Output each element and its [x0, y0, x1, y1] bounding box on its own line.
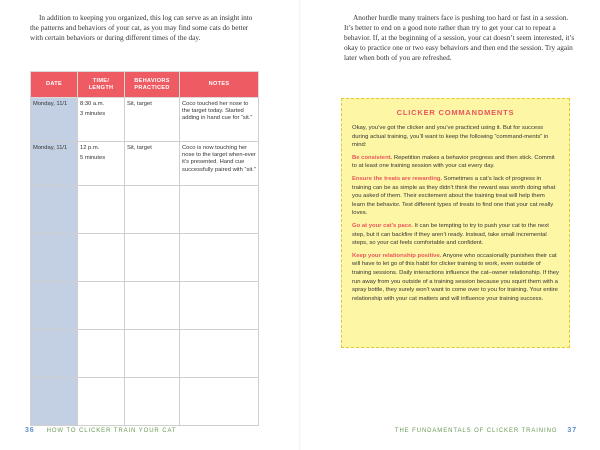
- commandment-text: It can be tempting to try to push your cat to the next step, but it can backfire if they aren’t ready. Instead, take small incremental steps, so your cat feels comfortable and confident.: [352, 222, 549, 247]
- blank-cell: [180, 234, 259, 282]
- length-value: 3 minutes: [80, 111, 106, 118]
- blank-date-cell: [31, 330, 78, 378]
- header-notes: NOTES: [180, 72, 259, 98]
- commandment-item: [352, 252, 559, 304]
- commandment-heading: Keep your relationship positive.: [352, 252, 442, 259]
- right-intro-paragraph: Another hurdle many trainers face is pushing too hard or fast in a session. It’s better to end on a good note rather than try to get your cat to repeat a behavior. If, at the beginning of a session, your cat doesn’t seem interested, it’s okay to practice one or two easy behaviors and then end the session. Try again later when both of you are refreshed.: [344, 13, 575, 62]
- blank-row: [31, 186, 259, 234]
- commandment-item: [352, 175, 559, 218]
- blank-cell: [125, 378, 180, 426]
- blank-cell: [180, 378, 259, 426]
- table-row: [31, 98, 259, 142]
- blank-date-cell: [31, 234, 78, 282]
- cell-behaviors: Sit, target: [125, 98, 180, 142]
- commandment-item: [352, 154, 559, 171]
- blank-cell: [125, 186, 180, 234]
- blank-row: [31, 330, 259, 378]
- running-title: HOW TO CLICKER TRAIN YOUR CAT: [46, 428, 177, 434]
- blank-cell: [78, 282, 125, 330]
- commandment-item: [352, 222, 559, 248]
- commandment-heading: Go at your cat’s pace.: [352, 222, 413, 229]
- time-value: 8:30 a.m.: [80, 101, 105, 107]
- header-date: DATE: [31, 72, 78, 98]
- table-header-row: [31, 72, 259, 98]
- commandment-heading: Be consistent.: [352, 154, 393, 161]
- blank-cell: [125, 330, 180, 378]
- blank-date-cell: [31, 378, 78, 426]
- blank-cell: [78, 330, 125, 378]
- left-footer: [25, 427, 177, 434]
- blank-row: [31, 378, 259, 426]
- commandment-text: Repetition makes a behavior progress and then stick. Commit to at least one training session with your cat every day.: [352, 154, 555, 170]
- blank-cell: [125, 282, 180, 330]
- cell-time: [78, 142, 125, 186]
- commandment-text: Anyone who occasionally punishes their cat will have to let go of this habit for clicker training to work, even outside of training sessions. Daily interactions influence the cat–owner relationship. If they run away from you outside of a training session because you squirt them with a spray bottle, they surely won’t want to come over to you for training. Your entire relationship with your cat matters and will influence your training success.: [352, 252, 559, 302]
- header-behaviors: BEHAVIORS PRACTICED: [125, 72, 180, 98]
- clicker-commandments-box: [341, 98, 570, 348]
- page-number: 37: [567, 427, 577, 434]
- commandment-text: Sometimes a cat’s lack of progress in training can be as simple as they didn’t think the reward was worth doing what you asked of them. Their excitement about the training treat will help them learn the behavior. Test different types of treats to find one that your cat really loves.: [352, 175, 556, 217]
- commandment-heading: Ensure the treats are rewarding.: [352, 175, 443, 182]
- cell-behaviors: Sit, target: [125, 142, 180, 186]
- cell-date: Monday, 11/1: [31, 142, 78, 186]
- cell-notes: Coco is now touching her nose to the target when-ever it’s presented. Hand cue successfully paired with “sit.”: [180, 142, 259, 186]
- left-intro-paragraph: In addition to keeping you organized, this log can serve as an insight into the patterns and behaviors of your cat, as you may find some cats do better with certain behaviors or during different times of the day.: [30, 13, 253, 42]
- blank-cell: [78, 234, 125, 282]
- blank-cell: [180, 282, 259, 330]
- length-value: 5 minutes: [80, 155, 106, 162]
- blank-cell: [180, 330, 259, 378]
- blank-cell: [78, 186, 125, 234]
- header-time-length: TIME/ LENGTH: [78, 72, 125, 98]
- blank-row: [31, 282, 259, 330]
- cell-notes: Coco touched her nose to the target today. Started adding in hand cue for “sit.”: [180, 98, 259, 142]
- time-value: 12 p.m.: [80, 145, 100, 151]
- table-row: [31, 142, 259, 186]
- cell-time: [78, 98, 125, 142]
- callout-title: CLICKER COMMANDMENTS: [396, 108, 515, 117]
- blank-cell: [78, 378, 125, 426]
- blank-date-cell: [31, 282, 78, 330]
- blank-row: [31, 234, 259, 282]
- blank-date-cell: [31, 186, 78, 234]
- cell-date: Monday, 11/1: [31, 98, 78, 142]
- training-log-table: [30, 71, 259, 426]
- running-title: THE FUNDAMENTALS OF CLICKER TRAINING: [394, 428, 558, 434]
- callout-lead: Okay, you’ve got the clicker and you’ve practiced using it. But for success during actual training, you’ll want to keep the following “command-ments” in mind:: [352, 125, 549, 149]
- blank-cell: [180, 186, 259, 234]
- page-number: 36: [25, 427, 35, 434]
- right-footer: [395, 427, 577, 434]
- blank-cell: [125, 234, 180, 282]
